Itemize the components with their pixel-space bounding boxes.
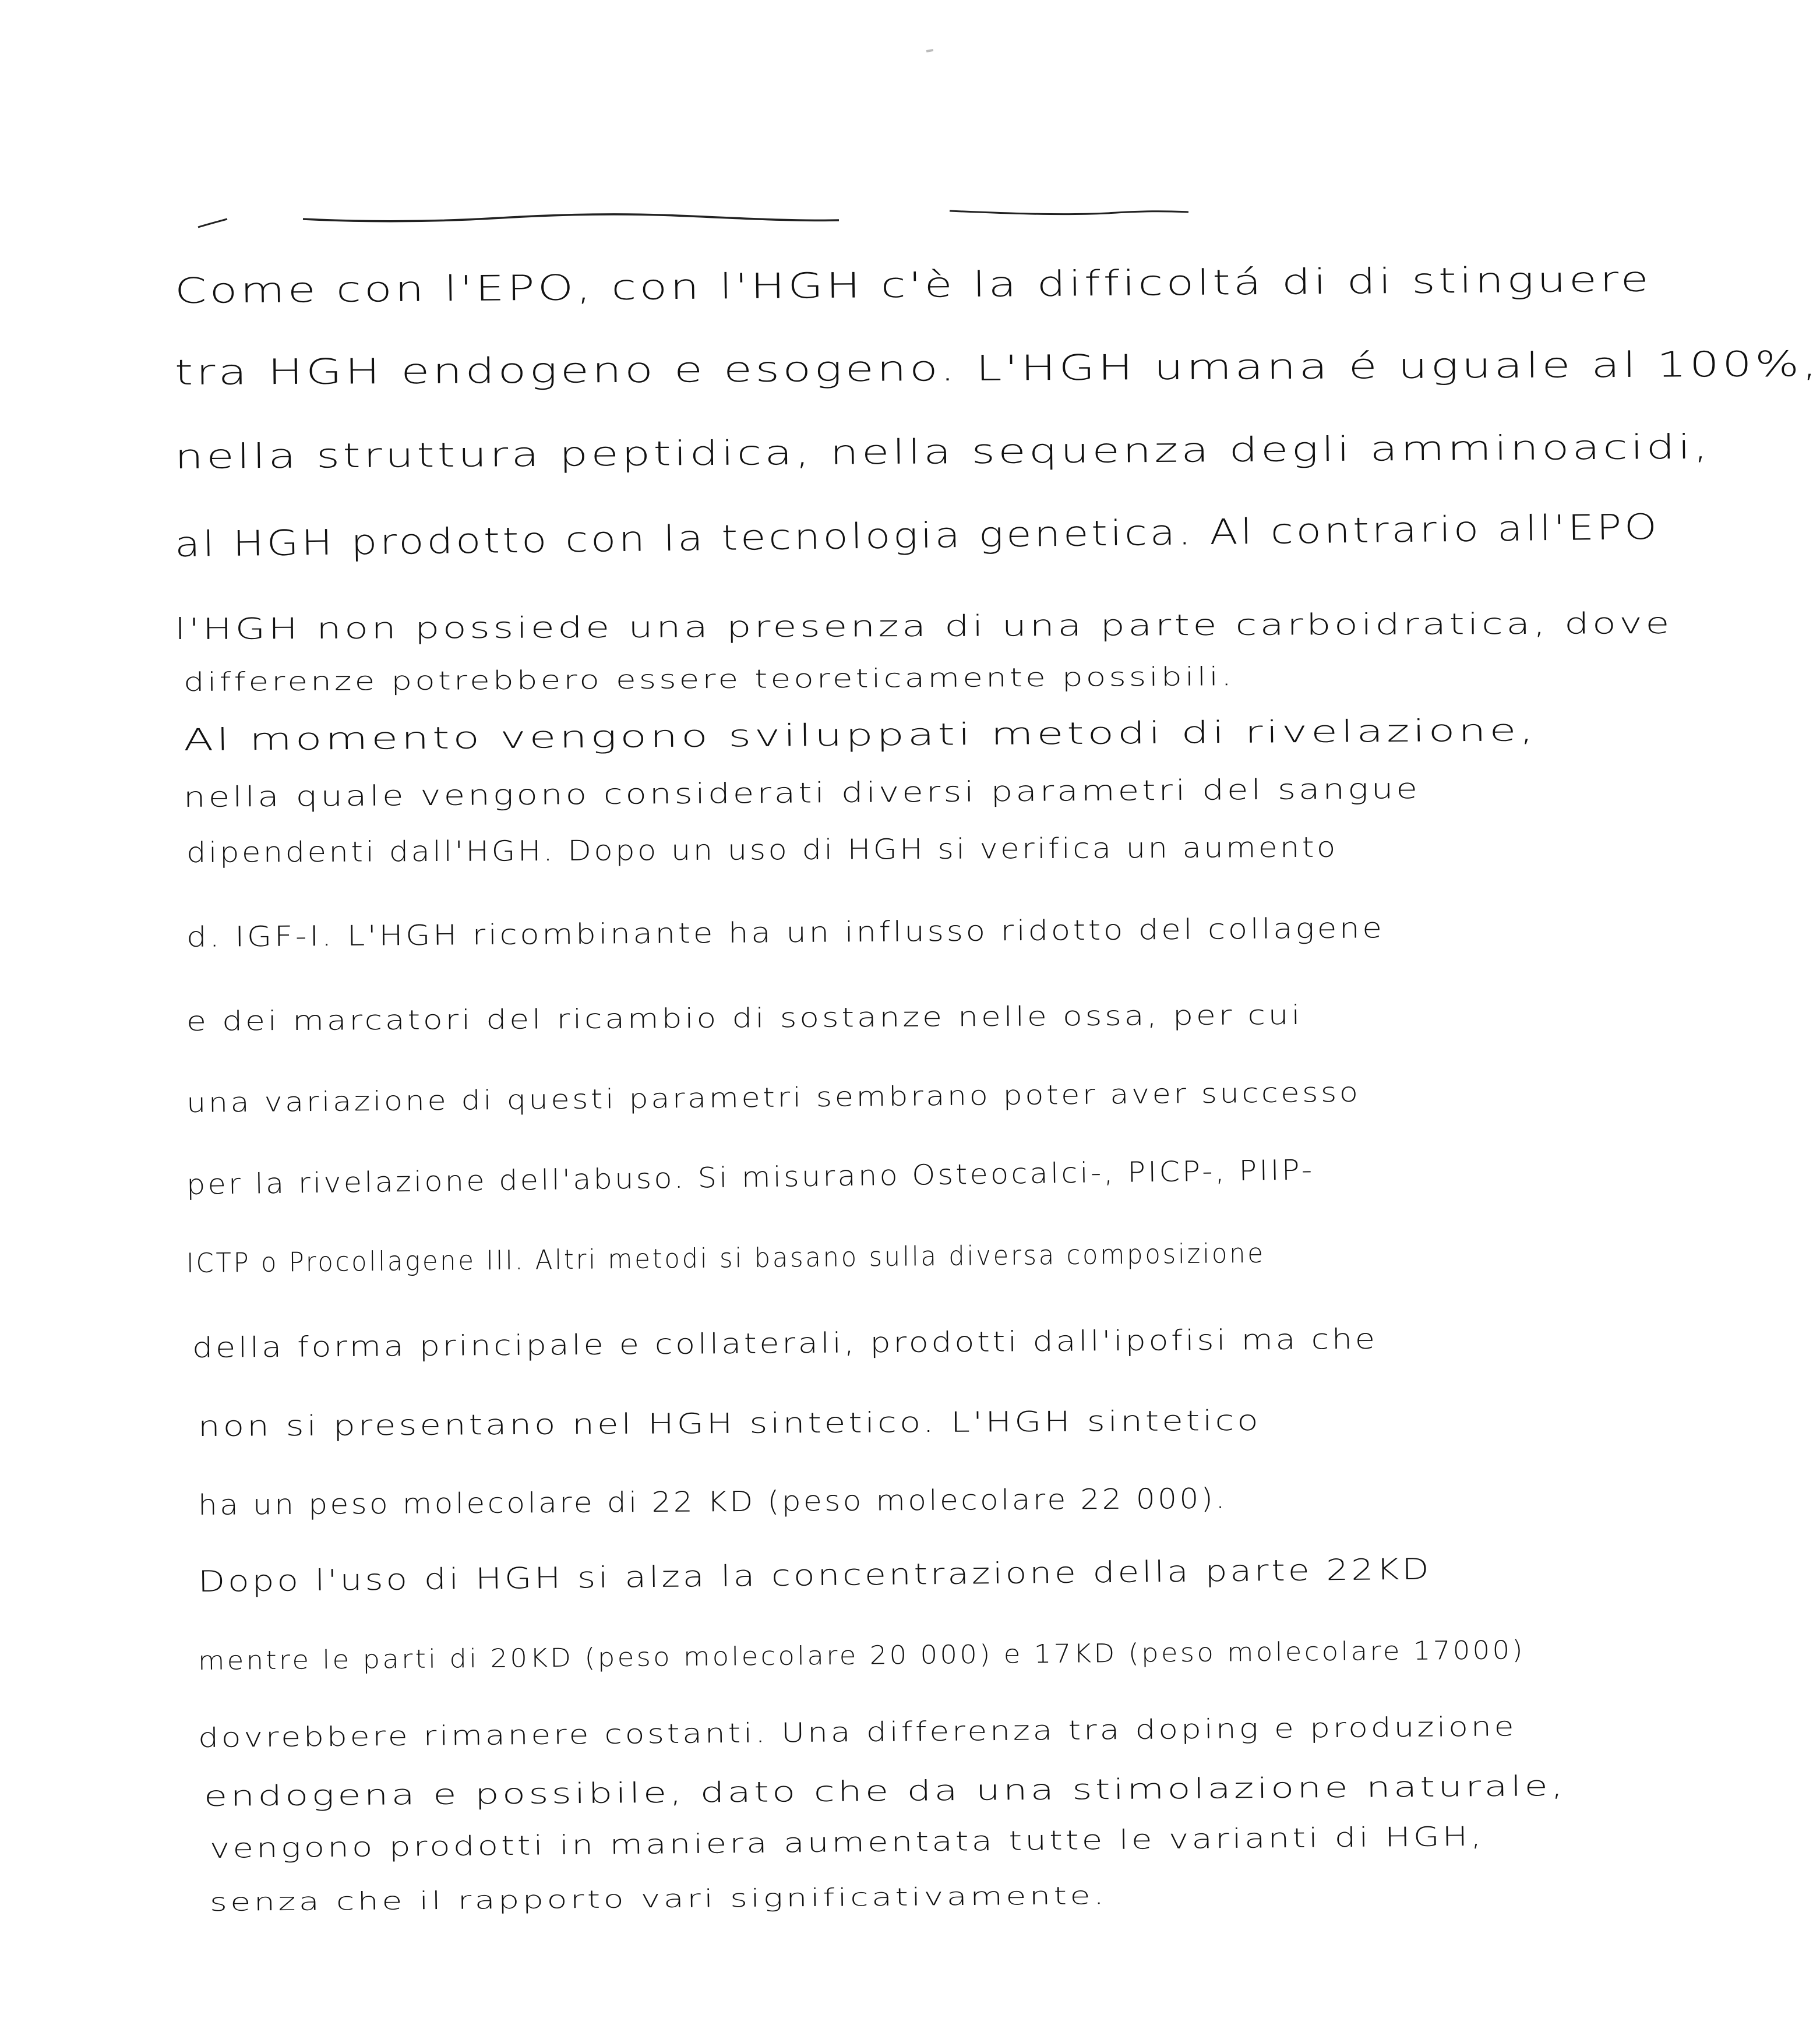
text-line: nella quale vengono considerati diversi parametri del sangue — [183, 772, 1421, 814]
text-line: dipendenti dall'HGH. Dopo un uso di HGH si verifica un aumento — [186, 831, 1338, 869]
text-line: ha un peso molecolare di 22 KD (peso molecolare 22 000). — [197, 1482, 1228, 1522]
text-line: nella struttura peptidica, nella sequenza degli amminoacidi, — [174, 426, 1711, 477]
text-line: e dei marcatori del ricambio di sostanze nelle ossa, per cui — [186, 998, 1303, 1037]
text-line: endogena e possibile, dato che da una stimolazione naturale, — [203, 1769, 1567, 1813]
text-line: senza che il rapporto vari significativamente. — [209, 1881, 1107, 1917]
text-line: non si presentano nel HGH sintetico. L'HGH sintetico — [197, 1404, 1261, 1443]
text-line: della forma principale e collaterali, prodotti dall'ipofisi ma che — [192, 1322, 1378, 1364]
text-line: differenze potrebbero essere teoreticamente possibili. — [183, 662, 1235, 697]
text-line: vengono prodotti in maniera aumentata tutte le varianti di HGH, — [209, 1820, 1485, 1864]
text-line: per la rivelazione dell'abuso. Si misurano Osteocalci-, PICP-, PIIP- — [186, 1153, 1315, 1201]
text-line: dovrebbere rimanere costanti. Una differenza tra doping e produzione — [197, 1710, 1517, 1753]
text-line: tra HGH endogeno e esogeno. L'HGH umana é uguale al 100%, — [174, 344, 1820, 393]
text-line: Al momento vengono sviluppati metodi di rivelazione, — [183, 713, 1537, 758]
text-line: una variazione di questi parametri sembrano poter aver successo — [186, 1076, 1361, 1118]
text-line: ICTP o Procollagene III. Altri metodi si basano sulla diversa composizione — [186, 1237, 1265, 1279]
text-line: Dopo l'uso di HGH si alza la concentrazione della parte 22KD — [197, 1552, 1432, 1599]
text-line: d. IGF-I. L'HGH ricombinante ha un influsso ridotto del collagene — [186, 912, 1385, 954]
text-line: l'HGH non possiede una presenza di una parte carboidratica, dove — [174, 606, 1673, 646]
text-line: mentre le parti di 20KD (peso molecolare 20 000) e 17KD (peso molecolare 17000) — [197, 1635, 1526, 1676]
text-line: Come con l'EPO, con l'HGH c'è la difficoltá di di stinguere — [174, 259, 1652, 312]
text-line: al HGH prodotto con la tecnologia genetica. Al contrario all'EPO — [174, 506, 1660, 565]
